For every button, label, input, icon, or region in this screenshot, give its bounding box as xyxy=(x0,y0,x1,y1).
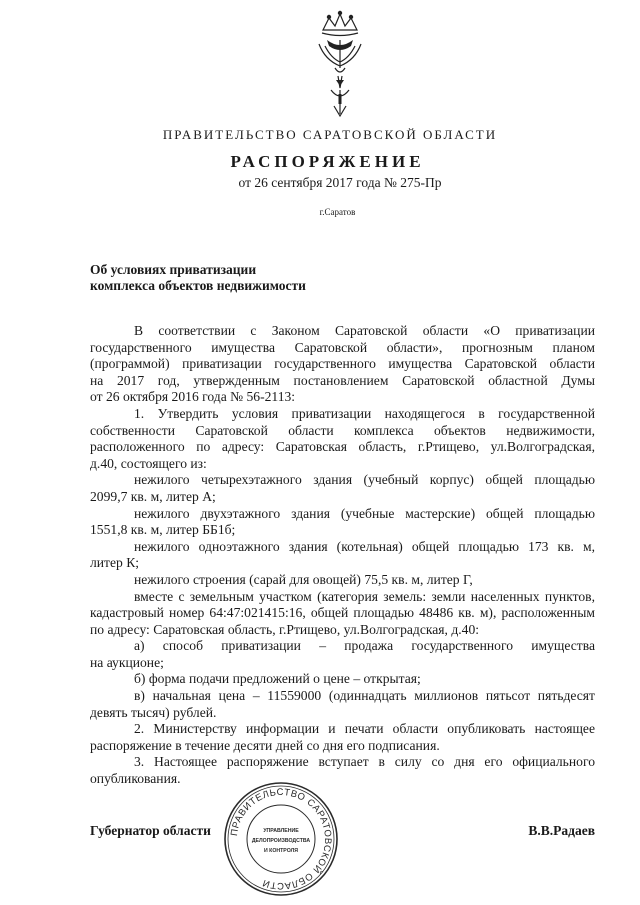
body-line: В соответствии с Законом Саратовской области «О приватизации xyxy=(134,323,595,338)
body-line: государственного имущества Саратовской области», прогнозным планом xyxy=(90,339,595,355)
document-type-title: РАСПОРЯЖЕНИЕ xyxy=(230,152,425,171)
body-line: нежилого одноэтажного здания (котельная) общей площадью 173 кв. м, xyxy=(134,538,595,554)
subject-line-2: комплекса объектов недвижимости xyxy=(90,278,306,293)
body-line: вместе с земельным участком (категория земель: земли населенных пунктов, xyxy=(134,588,595,604)
body-line: опубликования. xyxy=(90,771,181,787)
body-line: от 26 октября 2016 года № 56-2113: xyxy=(90,389,296,405)
body-line: нежилого четырехэтажного здания (учебный корпус) общей площадью xyxy=(134,472,595,488)
body-line: в) начальная цена – 11559000 (одиннадцать миллионов пятьсот пятьдесят xyxy=(134,688,595,704)
coat-of-arms-emblem xyxy=(305,10,375,122)
body-line: нежилого строения (сарай для овощей) 75,5 кв. м, литер Г, xyxy=(134,571,473,587)
body-line: 2. Министерству информации и печати области опубликовать настоящее xyxy=(134,721,595,737)
body-line: д.40, состоящего из: xyxy=(90,455,207,471)
signatory-position: Губернатор области xyxy=(90,823,211,838)
body-line: 1551,8 кв. м, литер ББ1б; xyxy=(90,522,236,538)
body-line: на 2017 год, утвержденным постановлением Саратовской областной Думы xyxy=(90,372,595,388)
document-city: г.Саратов xyxy=(319,207,356,217)
body-line: распоряжение в течение десяти дней со дня его подписания. xyxy=(90,737,440,753)
seal-inner-line-3: И КОНТРОЛЯ xyxy=(264,848,298,854)
official-seal-stamp xyxy=(222,780,340,898)
document-date-number: от 26 сентября 2017 года № 275-Пр xyxy=(238,175,442,190)
seal-inner-line-2: ДЕЛОПРОИЗВОДСТВА xyxy=(251,838,311,844)
body-line: на аукционе; xyxy=(90,654,164,670)
body-line: 1. Утвердить условия приватизации находящегося в государственной xyxy=(134,405,595,421)
signatory-name: В.В.Радаев xyxy=(528,823,595,838)
seal-ring-text: ПРАВИТЕЛЬСТВО САРАТОВСКОЙ ОБЛАСТИ xyxy=(229,786,334,892)
body-line: кадастровый номер 64:47:021415:16, общей площадью 48486 кв. м), расположенным xyxy=(90,605,595,621)
subject-line-1: Об условиях приватизации xyxy=(90,262,257,277)
body-line: нежилого двухэтажного здания (учебные мастерские) общей площадью xyxy=(134,505,595,521)
body-line: а) способ приватизации – продажа государственного имущества xyxy=(134,638,595,654)
body-line: б) форма подачи предложений о цене – открытая; xyxy=(134,671,421,687)
body-line: по адресу: Саратовская область, г.Ртищево, ул.Волгоградская, д.40: xyxy=(90,621,480,637)
body-line: расположенного по адресу: Саратовская область, г.Ртищево, ул.Волгоградская, xyxy=(90,439,595,455)
government-name: ПРАВИТЕЛЬСТВО САРАТОВСКОЙ ОБЛАСТИ xyxy=(162,127,498,142)
body-line: девять тысяч) рублей. xyxy=(90,704,217,720)
seal-inner-line-1: УПРАВЛЕНИЕ xyxy=(263,828,299,834)
body-line: (программой) приватизации государственного имущества Саратовской области xyxy=(90,356,595,372)
document-body xyxy=(90,323,595,788)
body-line: собственности Саратовской области комплекса объектов недвижимости, xyxy=(90,422,595,438)
document-subject xyxy=(90,262,306,294)
body-line: 2099,7 кв. м, литер А; xyxy=(90,488,216,504)
body-line: литер К; xyxy=(90,555,140,571)
body-line: 3. Настоящее распоряжение вступает в силу со дня его официального xyxy=(134,754,595,770)
